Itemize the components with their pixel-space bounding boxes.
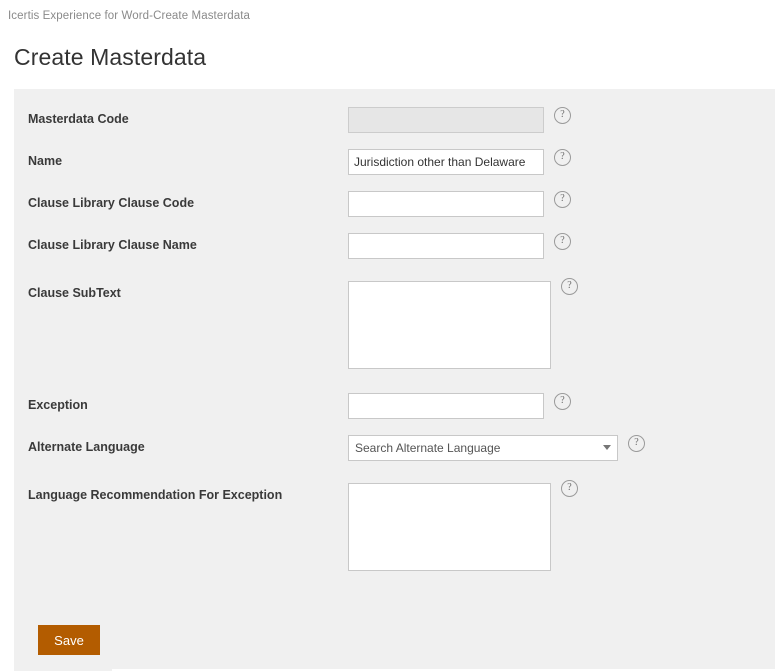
- help-icon-clause-library-clause-code[interactable]: ?: [554, 191, 571, 208]
- label-clause-library-clause-name: Clause Library Clause Name: [28, 238, 197, 252]
- form-row-name: [14, 149, 775, 175]
- label-alternate-language: Alternate Language: [28, 440, 145, 454]
- masterdata-form-panel: [14, 89, 775, 669]
- form-row-exception: [14, 393, 775, 419]
- control-clause-subtext: [348, 281, 578, 369]
- control-name: [348, 149, 571, 175]
- alternate-language-select-value[interactable]: Search Alternate Language: [348, 435, 618, 461]
- control-clause-library-clause-code: [348, 191, 571, 217]
- label-name: Name: [28, 154, 63, 168]
- form-row-language-recommendation-for-exception: [14, 483, 775, 571]
- control-exception: [348, 393, 571, 419]
- exception-input[interactable]: [348, 393, 544, 419]
- alternate-language-select[interactable]: [348, 435, 618, 461]
- help-icon-clause-library-clause-name[interactable]: ?: [554, 233, 571, 250]
- chevron-down-icon[interactable]: [603, 445, 611, 450]
- app-header: [0, 0, 775, 32]
- language-recommendation-for-exception-textarea[interactable]: [348, 483, 551, 571]
- label-masterdata-code: Masterdata Code: [28, 112, 129, 126]
- control-clause-library-clause-name: [348, 233, 571, 259]
- help-icon-alternate-language[interactable]: ?: [628, 435, 645, 452]
- help-icon-exception[interactable]: ?: [554, 393, 571, 410]
- label-clause-subtext: Clause SubText: [28, 286, 121, 300]
- name-input[interactable]: [348, 149, 544, 175]
- form-row-masterdata-code: [14, 107, 775, 133]
- page-title-bar: [0, 32, 775, 71]
- page-title: Create Masterdata: [14, 44, 207, 70]
- clause-subtext-textarea[interactable]: [348, 281, 551, 369]
- save-button[interactable]: Save: [38, 625, 100, 655]
- clause-library-clause-code-input[interactable]: [348, 191, 544, 217]
- label-clause-library-clause-code: Clause Library Clause Code: [28, 196, 195, 210]
- control-alternate-language: [348, 435, 645, 461]
- form-row-clause-library-clause-name: [14, 233, 775, 259]
- control-language-recommendation-for-exception: [348, 483, 578, 571]
- form-row-clause-subtext: [14, 281, 775, 369]
- form-row-clause-library-clause-code: [14, 191, 775, 217]
- help-icon-name[interactable]: ?: [554, 149, 571, 166]
- masterdata-code-input[interactable]: [348, 107, 544, 133]
- control-masterdata-code: [348, 107, 571, 133]
- help-icon-clause-subtext[interactable]: ?: [561, 278, 578, 295]
- label-language-recommendation-for-exception: Language Recommendation For Exception: [28, 488, 283, 502]
- help-icon-language-recommendation-for-exception[interactable]: ?: [561, 480, 578, 497]
- clause-library-clause-name-input[interactable]: [348, 233, 544, 259]
- label-exception: Exception: [28, 398, 88, 412]
- help-icon-masterdata-code[interactable]: ?: [554, 107, 571, 124]
- form-row-alternate-language: [14, 435, 775, 461]
- app-title: Icertis Experience for Word-Create Masterdata: [8, 10, 251, 22]
